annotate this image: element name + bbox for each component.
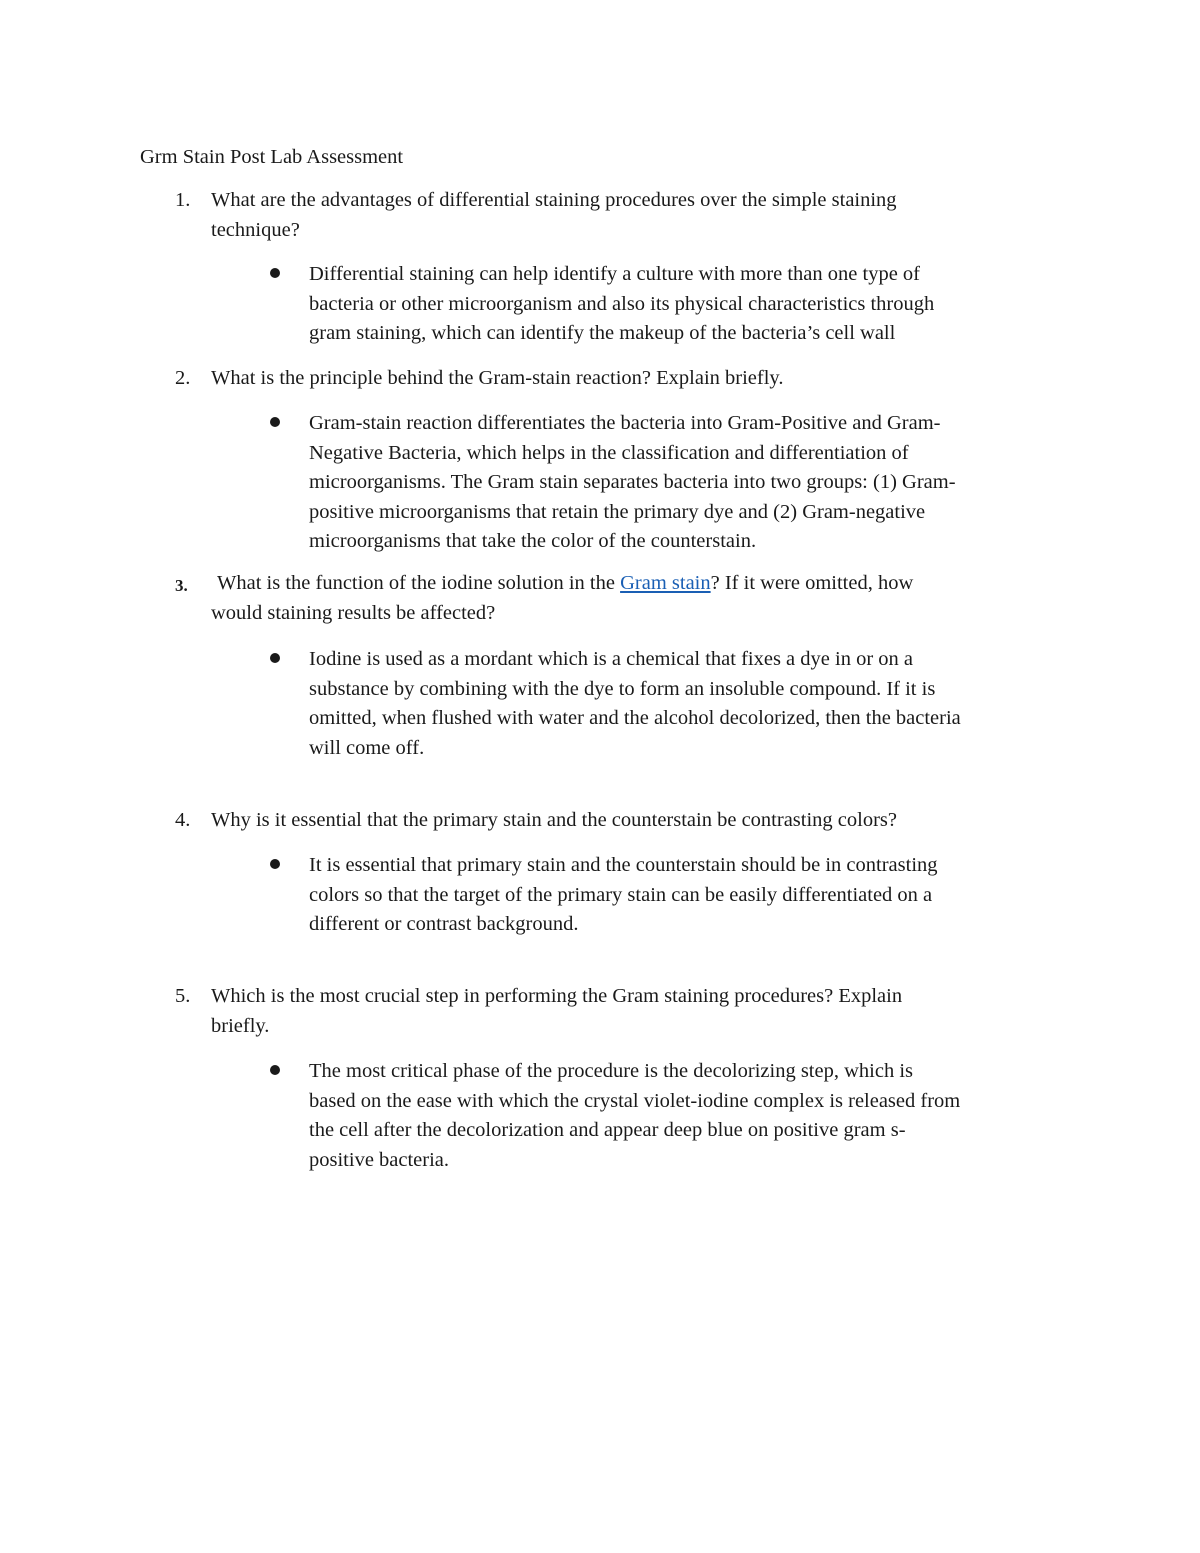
answer-line: Iodine is used as a mordant which is a chemical that fixes a dye in or on a [309,648,913,670]
answer-line: gram staining, which can identify the makeup of the bacteria’s cell wall [309,322,896,344]
answer-line: Negative Bacteria, which helps in the classification and differentiation of [309,441,909,464]
document-title: Grm Stain Post Lab Assessment [140,146,404,168]
question-text [211,982,1041,1041]
answer-line: microorganisms that take the color of the counterstain. [309,530,757,552]
question-line: briefly. [211,1014,270,1037]
bullet-icon [270,268,280,278]
question-line: What is the principle behind the Gram-stain reaction? Explain briefly. [211,367,784,389]
answer-line: will come off. [309,736,425,759]
question-line: Why is it essential that the primary stain and the counterstain be contrasting colors? [211,809,897,831]
question-number: 4. [175,809,191,831]
question-number: 3. [175,576,188,595]
answer-line: substance by combining with the dye to form an insoluble compound. If it is [309,677,936,700]
question-line: would staining results be affected? [211,602,496,624]
question-number: 2. [175,367,191,389]
question-text [211,186,1041,245]
answer-line: The most critical phase of the procedure is the decolorizing step, which is [309,1060,913,1082]
bullet-icon [270,1065,280,1075]
answer-text [309,409,1069,557]
answer-line: Differential staining can help identify a culture with more than one type of [309,263,921,285]
question-text-continued [211,599,1041,629]
answer-text [309,645,1069,763]
question-line: Which is the most crucial step in performing the Gram staining procedures? Explain [211,985,903,1007]
answer-text [309,851,1069,940]
answer-line: omitted, when flushed with water and the alcohol decolorized, then the bacteria [309,707,961,729]
bullet-icon [270,859,280,869]
question-text-before-link: What is the function of the iodine solution in the [217,572,621,594]
question-text [211,806,1041,836]
question-line: technique? [211,218,300,241]
bullet-icon [270,653,280,663]
question-line: What are the advantages of differential staining procedures over the simple staining [211,189,897,211]
answer-line: It is essential that primary stain and the counterstain should be in contrasting [309,854,938,876]
question-number: 1. [175,189,191,211]
gram-stain-link[interactable]: Gram stain [620,572,711,594]
answer-line: based on the ease with which the crystal violet-iodine complex is released from [309,1089,961,1112]
answer-line: positive bacteria. [309,1148,450,1171]
question-text [217,569,1047,599]
answer-line: Gram-stain reaction differentiates the bacteria into Gram-Positive and Gram- [309,412,941,434]
question-text [211,364,1041,394]
question-line [217,569,1047,599]
answer-line: bacteria or other microorganism and also its physical characteristics through [309,292,935,315]
answer-line: microorganisms. The Gram stain separates bacteria into two groups: (1) Gram- [309,471,956,493]
answer-line: the cell after the decolorization and appear deep blue on positive gram s- [309,1119,906,1141]
bullet-icon [270,417,280,427]
answer-line: colors so that the target of the primary stain can be easily differentiated on a [309,883,933,906]
answer-text [309,1057,1069,1175]
answer-line: different or contrast background. [309,913,579,935]
question-text-after-link: ? If it were omitted, how [710,572,914,594]
question-number: 5. [175,985,191,1007]
answer-line: positive microorganisms that retain the primary dye and (2) Gram-negative [309,500,926,523]
answer-text [309,260,1069,349]
